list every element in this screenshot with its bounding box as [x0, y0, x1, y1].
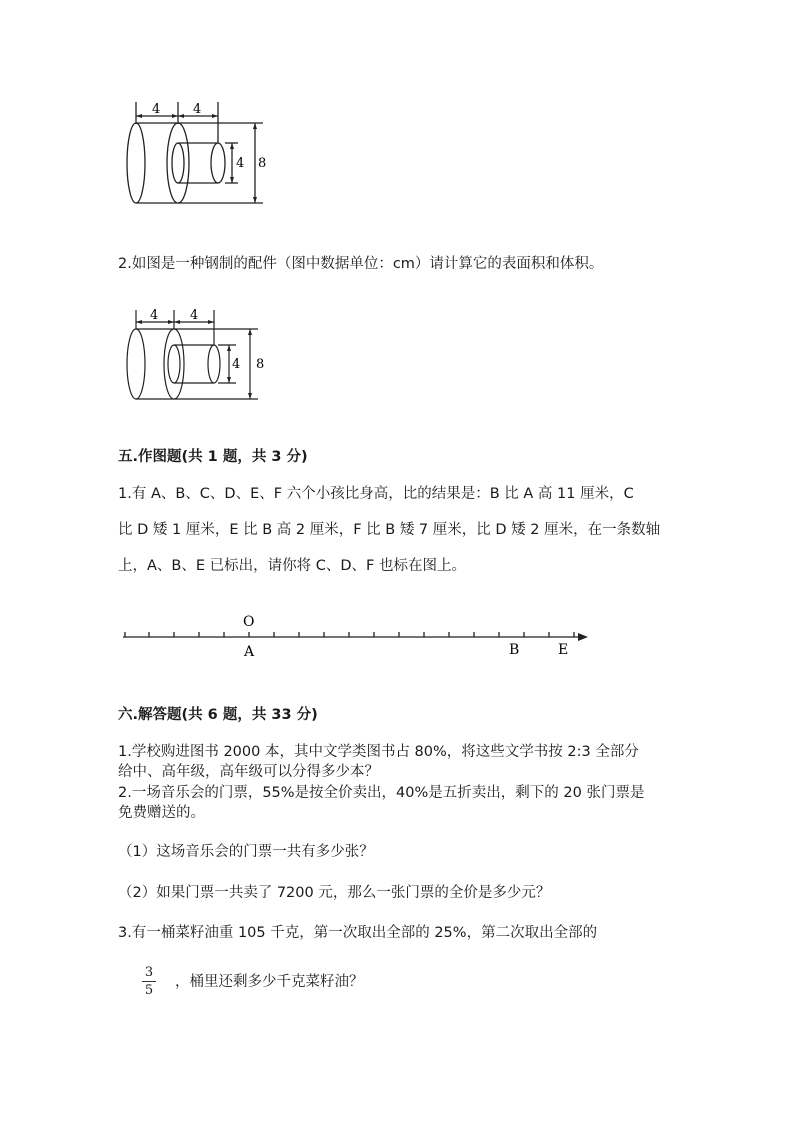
number-line: [118, 612, 598, 662]
figure2-dim-inner: 4: [232, 357, 241, 372]
section-6-q3-line: 3.有一桶菜籽油重 105 千克，第一次取出全部的 25%，第二次取出全部的: [118, 925, 598, 941]
section-5-q1-line-1: 1.有 A、B、C、D、E、F 六个小孩比身高，比的结果是：B 比 A 高 11 厘米，C: [118, 486, 634, 502]
pipe-fitting-figure-1: [118, 96, 278, 216]
figure1-dim-left: 4: [152, 102, 161, 117]
section-6-q2-line-2: 免费赠送的。: [118, 805, 205, 821]
section-5-q1-line-3: 上，A、B、E 已标出，请你将 C、D、F 也标在图上。: [118, 558, 466, 574]
figure1-dim-inner: 4: [236, 156, 245, 171]
fraction-numerator: 3: [144, 965, 154, 980]
section-6-q1-line-1: 1.学校购进图书 2000 本，其中文学类图书占 80%，将这些文学书按 2:3 全部分: [118, 744, 639, 760]
section-6-q2-line-1: 2.一场音乐会的门票，55%是按全价卖出，40%是五折卖出，剩下的 20 张门票是: [118, 785, 645, 801]
section-6-q3-tail: ，桶里还剩多少千克菜籽油？: [175, 974, 364, 990]
figure1-dim-mid: 4: [193, 102, 202, 117]
section-6-heading: 六.解答题(共 6 题，共 33 分): [118, 707, 318, 723]
fraction-three-fifths: [142, 965, 156, 998]
pipe-fitting-figure-2: [118, 306, 278, 406]
figure2-dim-outer: 8: [256, 357, 265, 372]
figure1-dim-outer: 8: [258, 156, 267, 171]
section-5-heading: 五.作图题(共 1 题，共 3 分): [118, 449, 308, 465]
figure2-dim-mid: 4: [190, 308, 199, 323]
figure2-dim-left: 4: [150, 308, 159, 323]
number-line-label-e: E: [558, 642, 569, 658]
section-6-q2-sub-1: （1）这场音乐会的门票一共有多少张？: [118, 844, 374, 860]
number-line-label-b: B: [509, 642, 520, 658]
section-6-q1-line-2: 给中、高年级，高年级可以分得多少本？: [118, 764, 379, 780]
number-line-label-a: A: [244, 644, 255, 660]
fraction-denominator: 5: [144, 983, 154, 998]
number-line-origin-label: O: [243, 614, 255, 630]
question-2-text: 2.如图是一种钢制的配件（图中数据单位：cm）请计算它的表面积和体积。: [118, 256, 604, 272]
section-6-q2-sub-2: （2）如果门票一共卖了 7200 元，那么一张门票的全价是多少元？: [118, 885, 551, 901]
section-5-q1-line-2: 比 D 矮 1 厘米，E 比 B 高 2 厘米，F 比 B 矮 7 厘米，比 D 矮 2 厘米，在一条数轴: [118, 522, 661, 538]
